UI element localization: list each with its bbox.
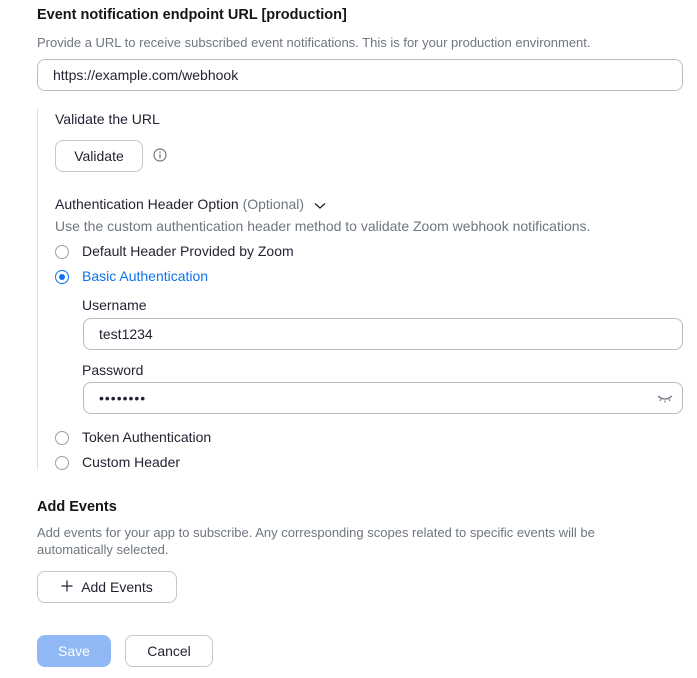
username-label: Username	[82, 297, 147, 313]
radio-custom-header-label[interactable]: Custom Header	[82, 454, 181, 470]
auth-optional-label: (Optional)	[242, 196, 305, 212]
auth-heading[interactable]	[55, 196, 326, 213]
radio-default-header-label[interactable]: Default Header Provided by Zoom	[82, 243, 294, 259]
add-events-description: Add events for your app to subscribe. Any corresponding scopes related to specific events will be automatically selected.	[37, 525, 595, 557]
password-input[interactable]	[83, 382, 683, 414]
section-divider	[37, 108, 38, 470]
endpoint-url-input[interactable]	[37, 59, 683, 91]
auth-description: Use the custom authentication header method to validate Zoom webhook notifications.	[55, 218, 591, 234]
validate-heading: Validate the URL	[55, 111, 160, 127]
radio-default-header[interactable]	[55, 245, 69, 259]
eye-closed-icon[interactable]	[656, 391, 674, 403]
add-events-button[interactable]	[37, 571, 177, 603]
endpoint-title: Event notification endpoint URL [production]	[37, 7, 347, 23]
radio-token-auth[interactable]	[55, 431, 69, 445]
chevron-down-icon[interactable]	[314, 197, 326, 213]
password-value: ••••••••	[99, 390, 147, 406]
add-events-heading: Add Events	[37, 499, 117, 515]
radio-custom-header[interactable]	[55, 456, 69, 470]
info-icon[interactable]	[153, 148, 167, 162]
auth-heading-label: Authentication Header Option	[55, 196, 239, 212]
username-input[interactable]	[83, 318, 683, 350]
validate-button[interactable]: Validate	[55, 140, 143, 172]
password-label: Password	[82, 362, 144, 378]
add-events-label: Add Events	[81, 579, 153, 595]
plus-icon	[61, 572, 73, 602]
endpoint-description: Provide a URL to receive subscribed event notifications. This is for your production environment.	[37, 35, 591, 50]
cancel-button[interactable]: Cancel	[125, 635, 213, 667]
save-button[interactable]: Save	[37, 635, 111, 667]
radio-basic-auth-label[interactable]: Basic Authentication	[82, 268, 209, 284]
radio-basic-auth[interactable]	[55, 270, 69, 284]
radio-token-auth-label[interactable]: Token Authentication	[82, 429, 212, 445]
